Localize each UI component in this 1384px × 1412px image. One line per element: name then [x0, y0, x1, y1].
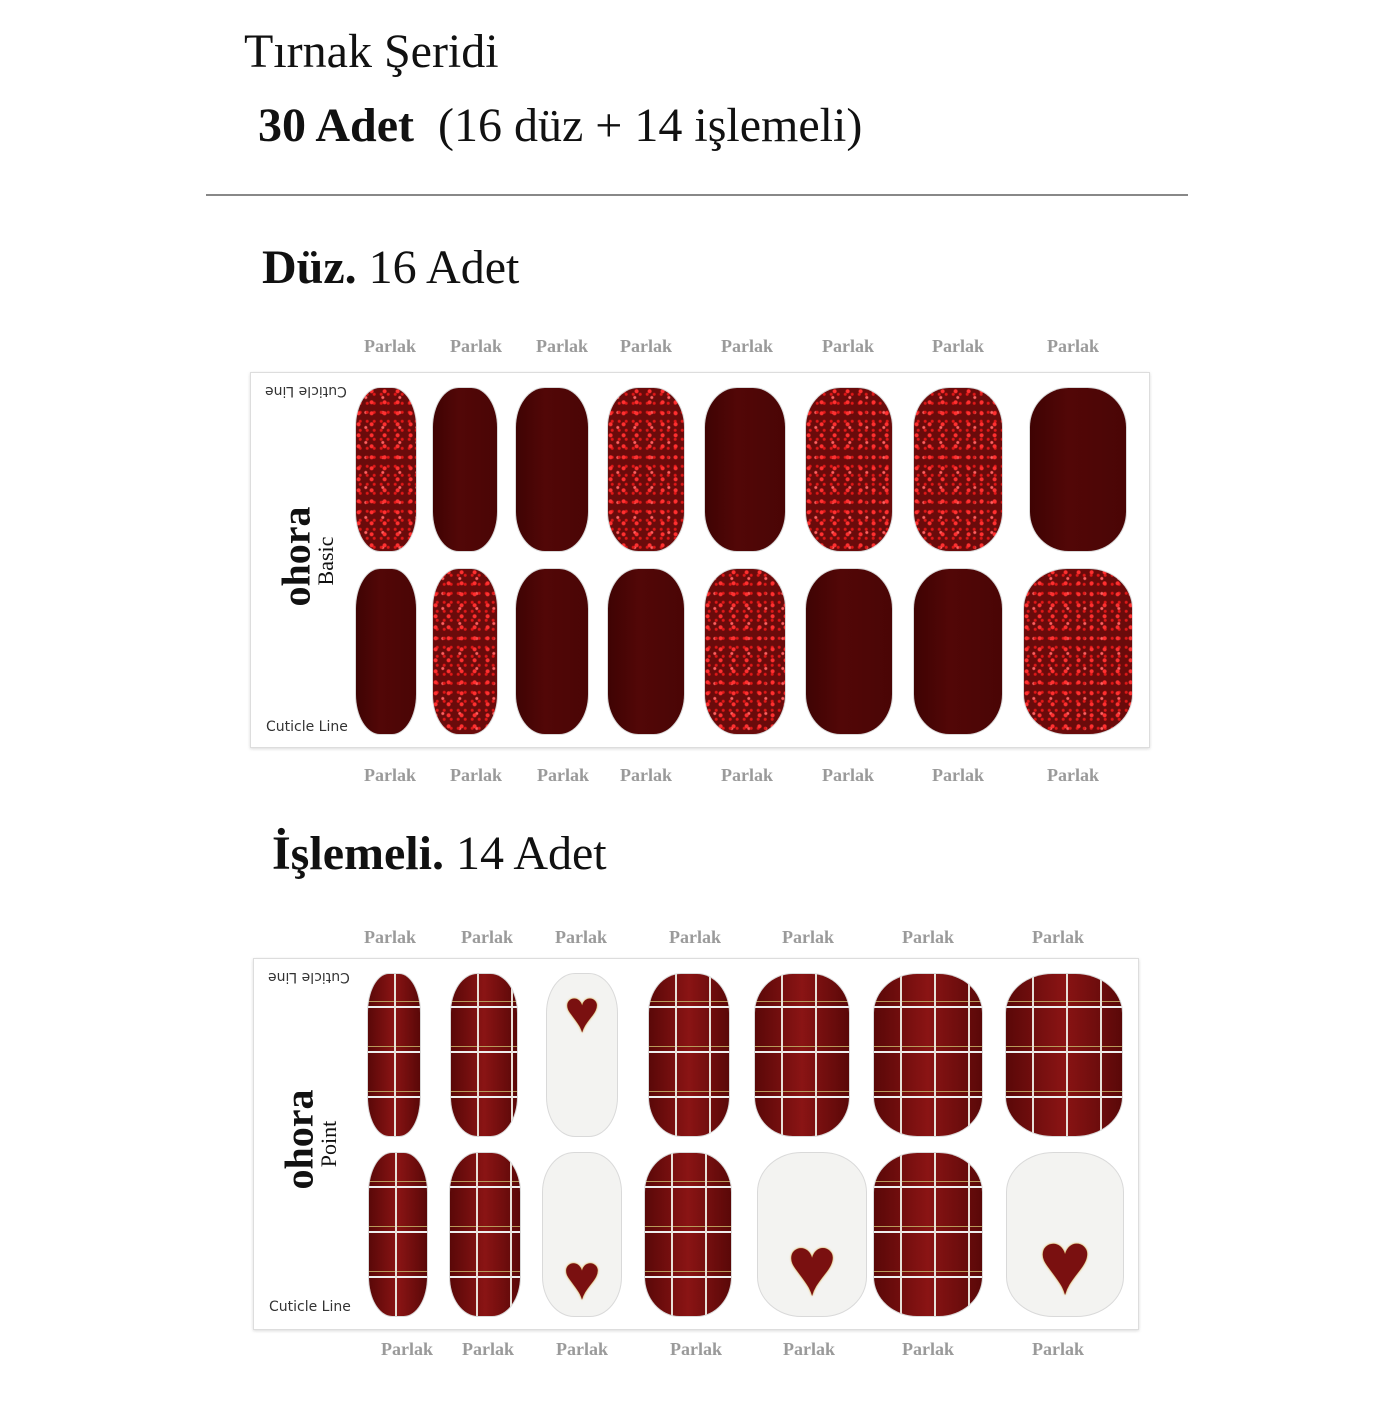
nail-sticker-plain — [433, 388, 497, 551]
finish-label: Parlak — [932, 336, 984, 356]
cuticle-line-top: Cuticle Line — [268, 969, 350, 985]
nail-sticker-plaid — [1006, 974, 1122, 1136]
nail-sticker-plaid — [369, 1153, 427, 1316]
finish-label: Parlak — [364, 927, 416, 947]
finish-label: Parlak — [461, 927, 513, 947]
nail-sticker-plaid — [755, 974, 849, 1136]
section-design-name: İşlemeli. — [272, 827, 444, 880]
nail-sticker-white — [543, 1153, 621, 1316]
nail-sheet-point — [253, 958, 1139, 1330]
nail-sticker-plain — [1030, 388, 1126, 551]
sheet-type: Point — [316, 1120, 341, 1168]
summary-count: 30 Adet — [258, 99, 414, 152]
finish-label: Parlak — [1032, 1339, 1084, 1359]
heart-icon: ♥ — [564, 979, 600, 1045]
section-design-heading — [272, 826, 607, 881]
finish-label: Parlak — [364, 336, 416, 356]
finish-label: Parlak — [1032, 927, 1084, 947]
summary — [258, 98, 862, 153]
cuticle-line-top: Cuticle Line — [265, 383, 347, 399]
nail-sticker-plaid — [368, 974, 420, 1136]
finish-label: Parlak — [450, 336, 502, 356]
nail-sticker-glit — [608, 388, 684, 551]
nail-sticker-plaid — [450, 1153, 520, 1316]
finish-label: Parlak — [1047, 765, 1099, 785]
finish-label: Parlak — [721, 765, 773, 785]
finish-label: Parlak — [822, 336, 874, 356]
nail-sticker-glit — [806, 388, 892, 551]
cuticle-line-bottom: Cuticle Line — [266, 719, 348, 735]
nail-sheet-basic — [250, 372, 1150, 748]
nail-sticker-plain — [914, 569, 1002, 734]
section-plain-name: Düz. — [262, 241, 357, 294]
finish-label: Parlak — [620, 765, 672, 785]
finish-label: Parlak — [537, 765, 589, 785]
finish-label: Parlak — [556, 1339, 608, 1359]
nail-sticker-plaid — [451, 974, 517, 1136]
divider — [206, 194, 1188, 196]
section-plain-heading — [262, 240, 519, 295]
finish-label: Parlak — [450, 765, 502, 785]
nail-sticker-plaid — [645, 1153, 731, 1316]
finish-label: Parlak — [620, 336, 672, 356]
finish-label: Parlak — [536, 336, 588, 356]
page-title: Tırnak Şeridi — [244, 25, 499, 78]
section-design-count: 14 Adet — [455, 827, 607, 880]
nail-sticker-plaid — [649, 974, 729, 1136]
nail-sticker-glit — [705, 569, 785, 734]
nail-sticker-plain — [705, 388, 785, 551]
finish-label: Parlak — [364, 765, 416, 785]
finish-label: Parlak — [932, 765, 984, 785]
finish-label: Parlak — [381, 1339, 433, 1359]
nail-sticker-white — [1007, 1153, 1123, 1316]
nail-sticker-plain — [516, 569, 588, 734]
finish-label: Parlak — [555, 927, 607, 947]
finish-label: Parlak — [462, 1339, 514, 1359]
brand-logo: ohora — [276, 1089, 322, 1190]
nail-sticker-glit — [914, 388, 1002, 551]
finish-label: Parlak — [902, 927, 954, 947]
nail-sticker-plaid — [874, 974, 982, 1136]
summary-detail: (16 düz + 14 işlemeli) — [438, 99, 863, 152]
finish-label: Parlak — [670, 1339, 722, 1359]
finish-label: Parlak — [822, 765, 874, 785]
nail-sticker-glit — [433, 569, 497, 734]
finish-label: Parlak — [669, 927, 721, 947]
sheet-type: Basic — [313, 536, 338, 586]
heart-icon: ♥ — [563, 1242, 601, 1313]
finish-label: Parlak — [782, 927, 834, 947]
nail-sticker-plain — [806, 569, 892, 734]
nail-sticker-plain — [608, 569, 684, 734]
finish-label: Parlak — [783, 1339, 835, 1359]
finish-label: Parlak — [721, 336, 773, 356]
nail-sticker-white — [547, 974, 617, 1136]
finish-label: Parlak — [902, 1339, 954, 1359]
heart-icon: ♥ — [787, 1221, 837, 1314]
finish-label: Parlak — [1047, 336, 1099, 356]
nail-sticker-plain — [356, 569, 416, 734]
cuticle-line-bottom: Cuticle Line — [269, 1299, 351, 1315]
nail-sticker-glit — [1024, 569, 1132, 734]
heart-icon: ♥ — [1038, 1215, 1092, 1314]
nail-sticker-plaid — [874, 1153, 982, 1316]
nail-sticker-glit — [356, 388, 416, 551]
nail-sticker-plain — [516, 388, 588, 551]
nail-sticker-white — [758, 1153, 866, 1316]
brand-logo: ohora — [273, 506, 319, 607]
section-plain-count: 16 Adet — [368, 241, 520, 294]
